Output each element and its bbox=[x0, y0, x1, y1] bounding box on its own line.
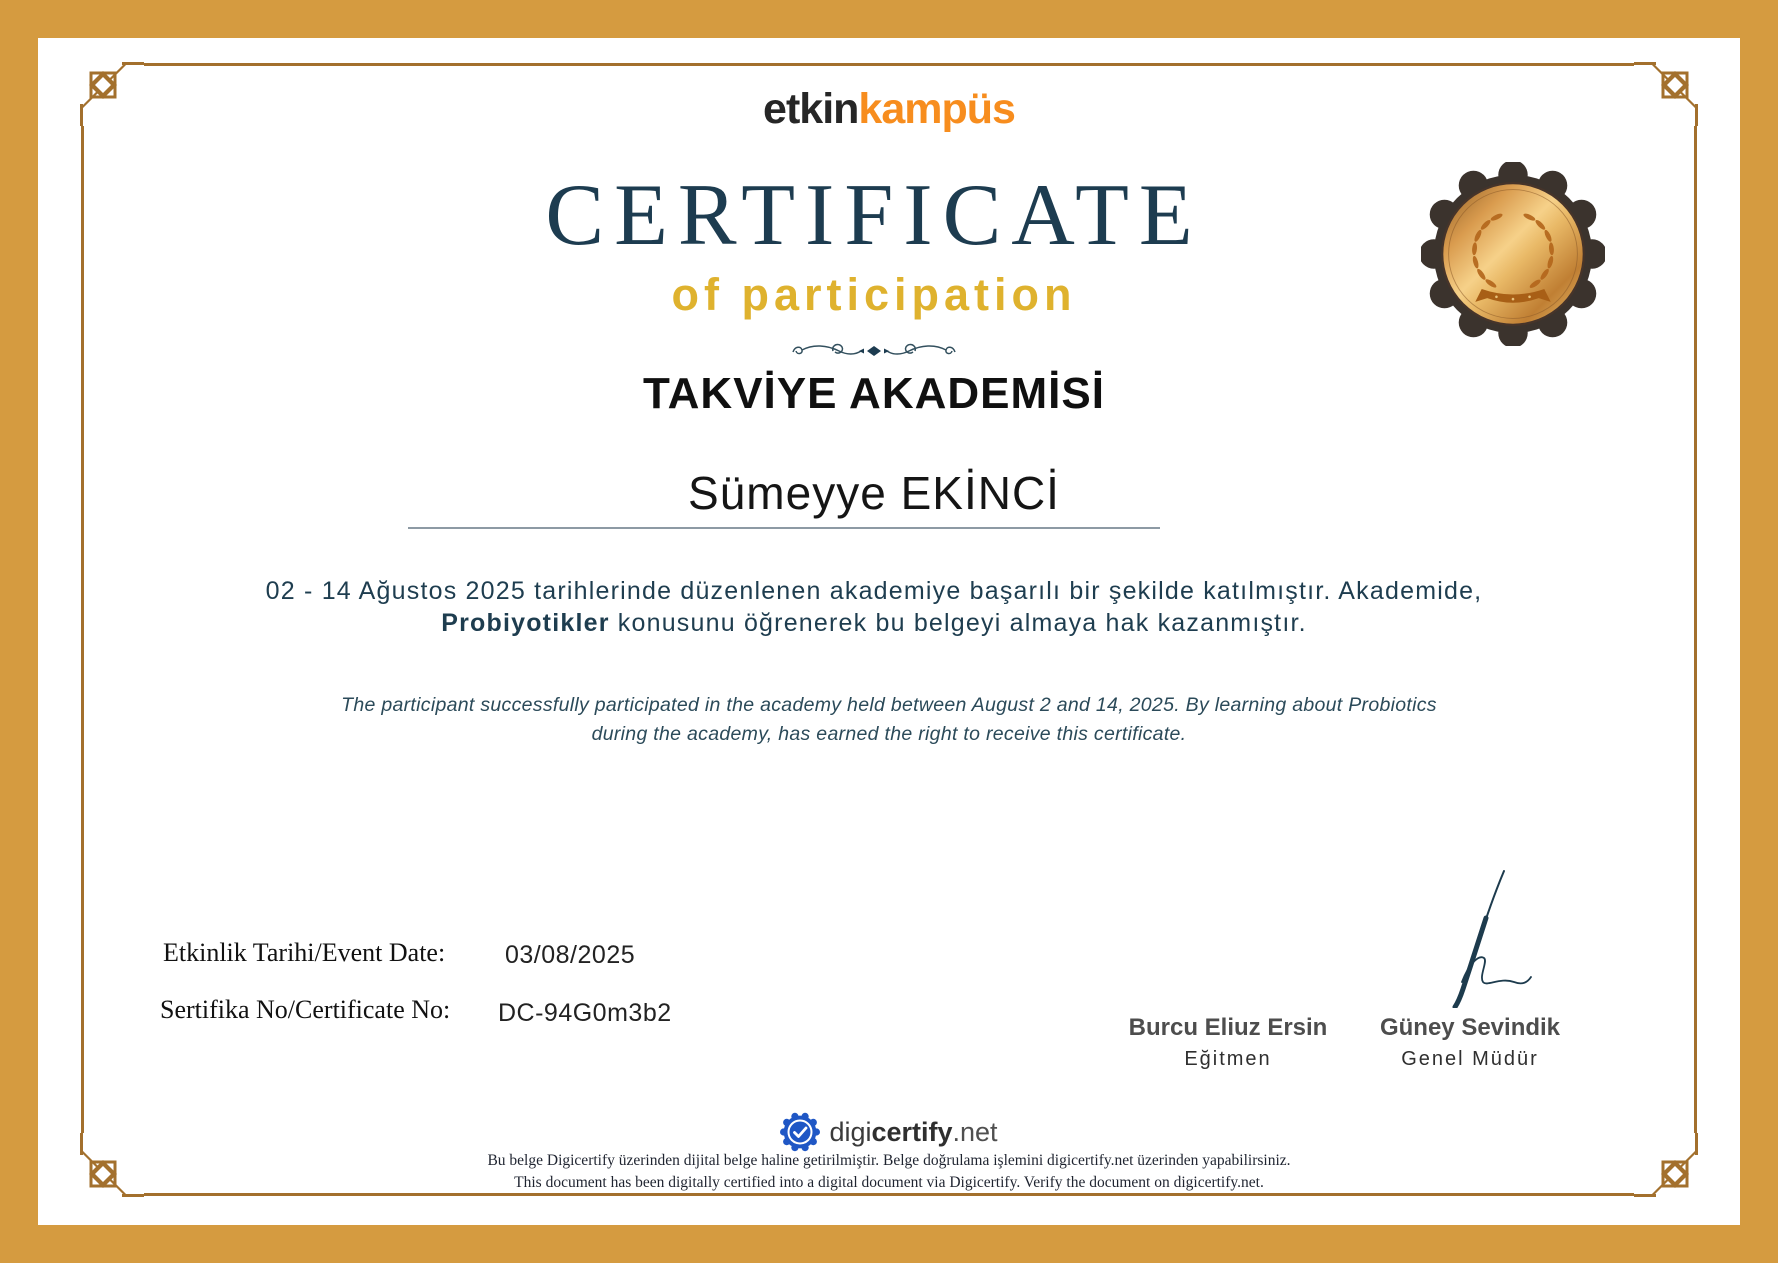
brand-logo bbox=[0, 86, 1778, 133]
signatory-name: Burcu Eliuz Ersin bbox=[1128, 1014, 1328, 1041]
medal-seal-icon bbox=[1421, 162, 1605, 346]
footer-note-en: This document has been digitally certified into a digital document via Digicertify. Verify the document on digicertify.net. bbox=[514, 1174, 1264, 1191]
digicertify-badge-icon bbox=[780, 1112, 820, 1152]
name-underline bbox=[408, 527, 1160, 529]
topic-bold: Probiyotikler bbox=[441, 609, 610, 637]
certificate-subtitle: of participation bbox=[671, 269, 1077, 320]
participation-text-en-line2: during the academy, has earned the right to receive this certificate. bbox=[591, 723, 1187, 745]
academy-title: TAKVİYE AKADEMİSİ bbox=[643, 369, 1105, 418]
certificate-no-value: DC-94G0m3b2 bbox=[498, 999, 672, 1027]
participation-text-tr-rest: konusunu öğrenerek bu belgeyi almaya hak kazanmıştır. bbox=[609, 609, 1307, 637]
participation-text-en-line1: The participant successfully participated in the academy held between August 2 and 14, 2025. By learning about Probiotics bbox=[341, 694, 1437, 716]
certificate-no-label: Sertifika No/Certificate No: bbox=[160, 995, 451, 1024]
brand-logo-part2: kampüs bbox=[858, 85, 1015, 133]
event-date-label: Etkinlik Tarihi/Event Date: bbox=[163, 938, 446, 967]
signatory-role: Genel Müdür bbox=[1401, 1048, 1539, 1070]
signatory-name: Güney Sevindik bbox=[1379, 1014, 1561, 1041]
signatory-role: Eğitmen bbox=[1184, 1048, 1272, 1070]
digicertify-part3: .net bbox=[952, 1116, 998, 1147]
participation-text-tr-line1: 02 - 14 Ağustos 2025 tarihlerinde düzenlenen akademiye başarılı bir şekilde katılmıştır. Akademide, bbox=[265, 577, 1483, 605]
signature-icon bbox=[1428, 868, 1533, 1008]
recipient-name: Sümeyye EKİNCİ bbox=[688, 467, 1060, 519]
digicertify-part2: certify bbox=[871, 1116, 953, 1147]
digicertify-part1: digi bbox=[829, 1116, 872, 1147]
certificate-title: CERTIFICATE bbox=[545, 167, 1203, 264]
flourish-icon bbox=[789, 340, 959, 362]
participation-text-tr-line2 bbox=[89, 609, 1659, 638]
digicertify-logo-text bbox=[829, 1117, 997, 1148]
digicertify-logo bbox=[0, 1112, 1778, 1152]
event-date-value: 03/08/2025 bbox=[505, 941, 636, 969]
brand-logo-part1: etkin bbox=[763, 85, 859, 133]
footer-note-tr: Bu belge Digicertify üzerinden dijital belge haline getirilmiştir. Belge doğrulama işlemini digicertify.net üzerinden yapabilirsiniz. bbox=[487, 1152, 1291, 1169]
